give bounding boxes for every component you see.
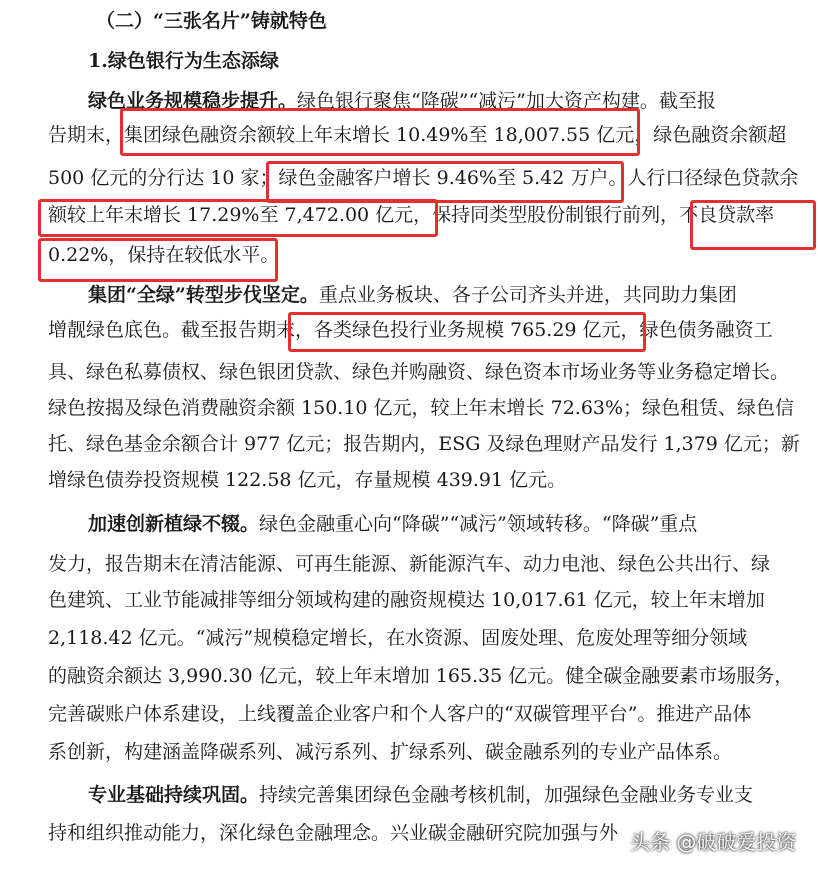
paragraph-3-line-6: 完善碳账户体系建设，上线覆盖企业客户和个人客户的“双碳管理平台”。推进产品体 xyxy=(48,703,752,725)
paragraph-2-lead: 集团“全绿”转型步伐坚定。 xyxy=(88,284,319,306)
paragraph-2-text: 重点业务板块、各子公司齐头并进，共同助力集团 xyxy=(318,284,737,306)
paragraph-1-line-5: 0.22%，保持在较低水平。 xyxy=(48,244,280,266)
paragraph-2-line-5: 托、绿色基金余额合计 977 亿元；报告期内，ESG 及绿色理财产品发行 1,379 亿元；新 xyxy=(48,433,800,455)
paragraph-1-line-2: 告期末，集团绿色融资余额较上年末增长 10.49%至 18,007.55 亿元，绿色融资余额超 xyxy=(48,124,787,146)
paragraph-3-line-7: 系创新，构建涵盖降碳系列、减污系列、扩绿系列、碳金融系列的专业产品体系。 xyxy=(48,741,733,763)
paragraph-2-line-4: 绿色按揭及绿色消费融资余额 150.10 亿元，较上年末增长 72.63%；绿色租赁、绿色信 xyxy=(48,397,795,419)
paragraph-3-line-2: 发力，报告期末在清洁能源、可再生能源、新能源汽车、动力电池、绿色公共出行、绿 xyxy=(48,553,771,575)
watermark: 头条 @破破爱投资 xyxy=(630,830,797,854)
paragraph-2-line-2: 增靓绿色底色。截至报告期末，各类绿色投行业务规模 765.29 亿元，绿色债务融资工 xyxy=(48,319,773,341)
paragraph-3-line-3: 色建筑、工业节能减排等细分领域构建的融资规模达 10,017.61 亿元，较上年末增加 xyxy=(48,589,765,611)
paragraph-2-line-1 xyxy=(88,283,800,307)
paragraph-4-text: 持续完善集团绿色金融考核机制，加强绿色金融业务专业支 xyxy=(259,784,754,806)
paragraph-1-line-1 xyxy=(88,89,800,113)
paragraph-2-line-6: 增绿色债券投资规模 122.58 亿元，存量规模 439.91 亿元。 xyxy=(48,469,567,491)
paragraph-3-line-5: 的融资余额达 3,990.30 亿元，较上年末增加 165.35 亿元。健全碳金融要素市场服务， xyxy=(48,665,794,687)
paragraph-1-line-3: 500 亿元的分行达 10 家；绿色金融客户增长 9.46%至 5.42 万户。人行口径绿色贷款余 xyxy=(48,167,799,189)
paragraph-3-text: 绿色金融重心向“降碳”“减污”领域转移。“降碳”重点 xyxy=(259,513,698,535)
paragraph-1-line-4: 额较上年末增长 17.29%至 7,472.00 亿元，保持同类型股份制银行前列，不良贷款率 xyxy=(48,204,775,226)
paragraph-1-text: 绿色银行聚焦“降碳”“减污”加大资产构建。截至报 xyxy=(297,90,716,112)
paragraph-4-line-1 xyxy=(88,783,800,807)
subsection-heading: 1.绿色银行为生态添绿 xyxy=(88,50,279,72)
paragraph-3-line-1 xyxy=(88,512,800,536)
paragraph-2-line-3: 具、绿色私募债权、绿色银团贷款、绿色并购融资、绿色资本市场业务等业务稳定增长。 xyxy=(48,361,790,383)
paragraph-1-lead: 绿色业务规模稳步提升。 xyxy=(88,90,298,112)
paragraph-4-line-2: 持和组织推动能力，深化绿色金融理念。兴业碳金融研究院加强与外 xyxy=(48,822,619,844)
paragraph-3-lead: 加速创新植绿不辍。 xyxy=(88,513,260,535)
section-heading: （二）“三张名片”铸就特色 xyxy=(96,10,327,32)
paragraph-3-line-4: 2,118.42 亿元。“减污”规模稳定增长，在水资源、固废处理、危废处理等细分领域 xyxy=(48,627,748,649)
paragraph-4-lead: 专业基础持续巩固。 xyxy=(88,784,260,806)
